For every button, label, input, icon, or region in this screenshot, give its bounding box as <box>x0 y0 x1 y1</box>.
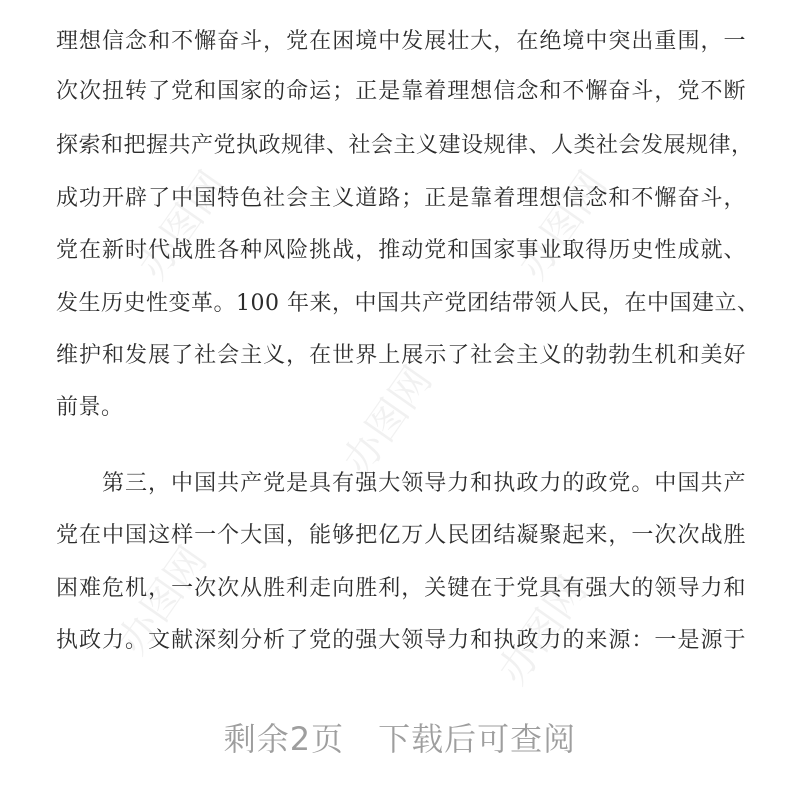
text-line: 发生历史性变革。100 年来，中国共产党团结带领人民，在中国建立、 <box>56 291 760 316</box>
download-to-view-label: 下载后可查阅 <box>378 720 577 758</box>
text-line: 前景。 <box>56 395 124 420</box>
remaining-pages-label: 剩余2页 <box>223 720 345 758</box>
text-line: 党在新时代战胜各种风险挑战，推动党和国家事业取得历史性成就、 <box>56 238 746 263</box>
text-line: 探索和把握共产党执政规律、社会主义建设规律、人类社会发展规律， <box>56 133 754 158</box>
download-prompt[interactable] <box>0 714 800 760</box>
text-line: 困难危机，一次次从胜利走向胜利，关键在于党具有强大的领导力和 <box>56 576 746 601</box>
text-line: 次次扭转了党和国家的命运；正是靠着理想信念和不懈奋斗，党不断 <box>56 79 746 104</box>
watermark: 办图网 <box>509 163 617 288</box>
text-line: 第三，中国共产党是具有强大领导力和执政力的政党。中国共产 <box>102 471 746 496</box>
text-line: 党在中国这样一个大国，能够把亿万人民团结凝聚起来，一次次战胜 <box>56 523 746 548</box>
watermark: 办图网 <box>334 358 442 483</box>
text-line: 维护和发展了社会主义，在世界上展示了社会主义的勃勃生机和美好 <box>56 343 746 368</box>
watermark: 办图网 <box>129 163 237 288</box>
text-line: 理想信念和不懈奋斗，党在困境中发展壮大，在绝境中突出重围，一 <box>56 29 746 54</box>
watermark: 办图网 <box>109 538 217 663</box>
text-line: 执政力。文献深刻分析了党的强大领导力和执政力的来源：一是源于 <box>56 628 746 653</box>
text-line: 成功开辟了中国特色社会主义道路；正是靠着理想信念和不懈奋斗， <box>56 186 746 211</box>
watermark: 办图网 <box>489 568 597 693</box>
